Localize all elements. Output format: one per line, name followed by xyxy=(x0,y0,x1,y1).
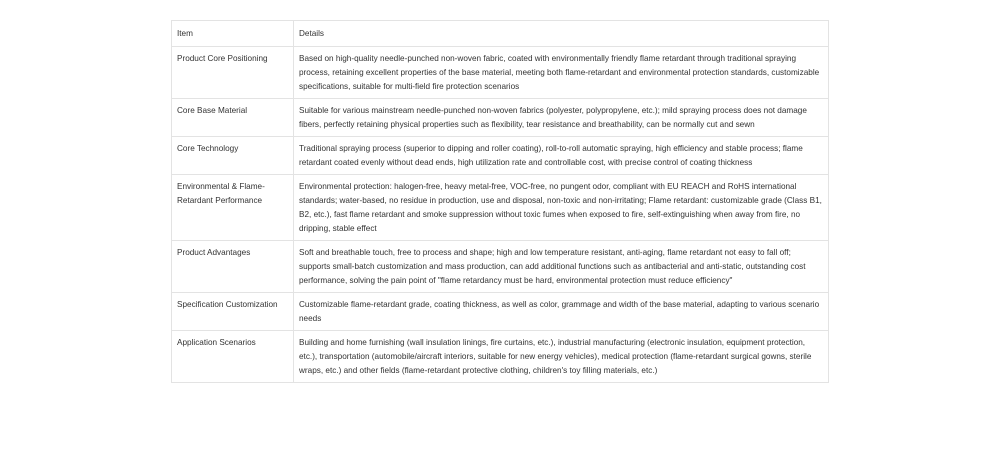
spec-table xyxy=(171,20,829,383)
row-details-text: Based on high-quality needle-punched non-woven fabric, coated with environmentally friendly flame retardant through traditional spraying process, retaining excellent properties of the base material, meeting both flame-retardant and environmental protection standards, customizable specifications, suitable for multi-field fire protection scenarios xyxy=(294,47,829,99)
table-row xyxy=(172,331,829,383)
row-details-text: Environmental protection: halogen-free, heavy metal-free, VOC-free, no pungent odor, compliant with EU REACH and RoHS international standards; water-based, no residue in production, use and disposal, non-toxic and non-irritating; Flame retardant: customizable grade (Class B1, B2, etc.), fast flame retardant and smoke suppression without toxic fumes when exposed to fire, self-extinguishing when away from fire, no dripping, stable effect xyxy=(294,175,829,241)
row-item-label: Core Base Material xyxy=(172,99,294,137)
row-details-text: Suitable for various mainstream needle-punched non-woven fabrics (polyester, polypropylene, etc.); mild spraying process does not damage fibers, perfectly retaining physical properties such as flexibility, tear resistance and breathability, can be normally cut and sewn xyxy=(294,99,829,137)
row-item-label: Core Technology xyxy=(172,137,294,175)
column-header-details: Details xyxy=(294,21,829,47)
row-item-label: Application Scenarios xyxy=(172,331,294,383)
row-item-label: Product Advantages xyxy=(172,241,294,293)
spec-table-container xyxy=(171,20,828,383)
row-details-text: Soft and breathable touch, free to process and shape; high and low temperature resistant, anti-aging, flame retardant not easy to fall off; supports small-batch customization and mass production, can add additional functions such as antibacterial and anti-static, outstanding cost performance, solving the pain point of "flame retardancy must be hard, environmental protection must reduce efficiency" xyxy=(294,241,829,293)
table-row xyxy=(172,99,829,137)
row-item-label: Specification Customization xyxy=(172,293,294,331)
row-item-label: Product Core Positioning xyxy=(172,47,294,99)
table-row xyxy=(172,47,829,99)
row-details-text: Building and home furnishing (wall insulation linings, fire curtains, etc.), industrial manufacturing (electronic insulation, equipment protection, etc.), transportation (automobile/aircraft interiors, suitable for new energy vehicles), medical protection (flame-retardant surgical gowns, sterile wraps, etc.) and other fields (flame-retardant protective clothing, children's toy filling materials, etc.) xyxy=(294,331,829,383)
table-row xyxy=(172,241,829,293)
column-header-item: Item xyxy=(172,21,294,47)
row-details-text: Customizable flame-retardant grade, coating thickness, as well as color, grammage and width of the base material, adapting to various scenario needs xyxy=(294,293,829,331)
table-header-row xyxy=(172,21,829,47)
row-item-label: Environmental & Flame-Retardant Performance xyxy=(172,175,294,241)
table-row xyxy=(172,293,829,331)
table-row xyxy=(172,137,829,175)
table-row xyxy=(172,175,829,241)
row-details-text: Traditional spraying process (superior to dipping and roller coating), roll-to-roll automatic spraying, high efficiency and stable process; flame retardant coated evenly without dead ends, high utilization rate and controllable cost, with precise control of coating thickness xyxy=(294,137,829,175)
